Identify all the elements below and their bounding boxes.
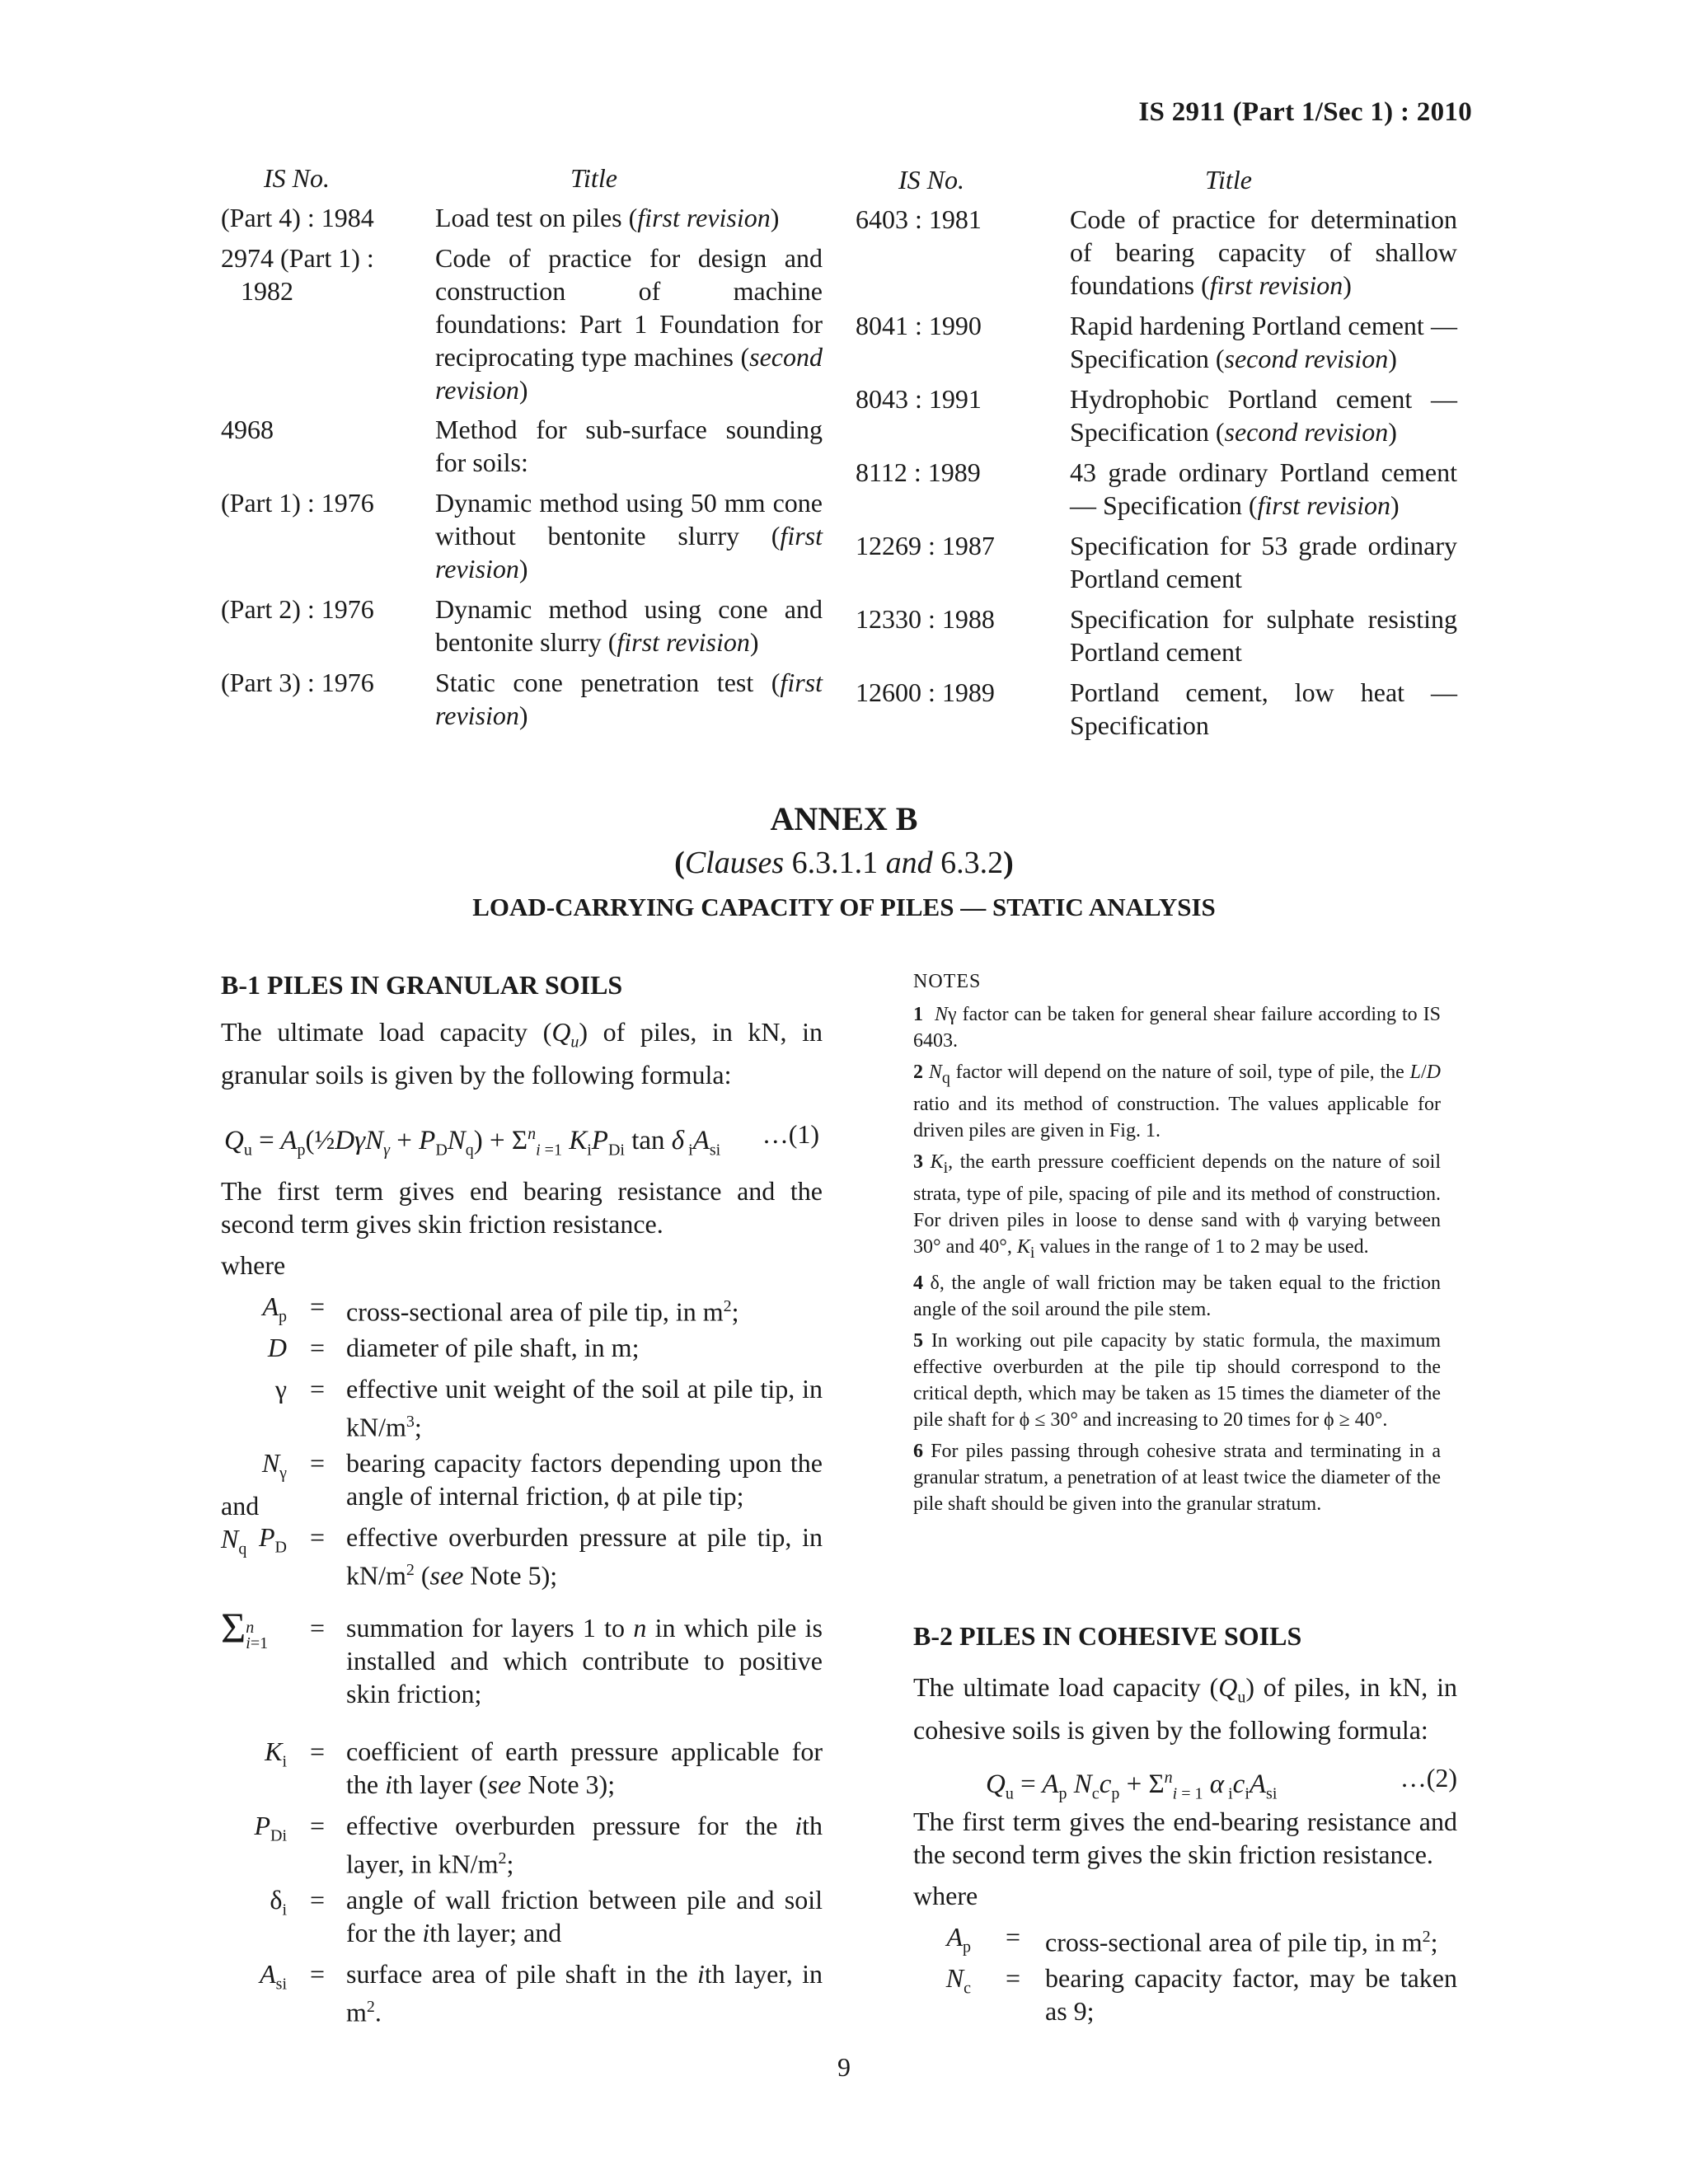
reference-title: Code of practice for determination of bearing capacity of shallow foundations (first revision)	[1070, 204, 1457, 300]
definition-symbol: $P_D$	[259, 1522, 287, 1557]
definition-equals: =	[310, 1291, 326, 1321]
definition-text: effective unit weight of the soil at pile tip, in $kN/m^3$;	[346, 1374, 823, 1442]
definition-symbol: $\delta_i$	[270, 1885, 287, 1919]
b2-formula-number: …(2)	[1400, 1763, 1457, 1793]
b2-formula: $Q_u = A_p$ $N_cc_p + \Sigma^n_{i = 1}$ α $_ic_iA_{si}$	[986, 1769, 1278, 1803]
definition-text: coefficient of earth pressure applicable for the ith layer (see Note 3);	[346, 1736, 823, 1799]
col-head-is-no: IS No.	[264, 163, 330, 193]
annex-subtitle: LOAD-CARRYING CAPACITY OF PILES — STATIC ANALYSIS	[472, 893, 1216, 921]
annex-clauses: (Clauses 6.3.1.1 and 6.3.2)	[674, 846, 1014, 880]
reference-title: Dynamic method using cone and bentonite slurry (first revision)	[435, 594, 823, 657]
col-head-title: Title	[1205, 165, 1252, 194]
reference-title: Method for sub-surface sounding for soils:	[435, 415, 823, 477]
definition-text: cross-sectional area of pile tip, in $m^2$;	[346, 1296, 739, 1327]
b2-after-formula: The first term gives the end-bearing resistance and the second term gives the skin friction resistance.	[913, 1807, 1457, 1869]
notes-heading: NOTES	[913, 971, 982, 992]
b1-after-formula: The first term gives end bearing resistance and the second term gives skin friction resistance.	[221, 1176, 823, 1239]
b1-formula-number: …(1)	[762, 1119, 819, 1149]
definition-text: bearing capacity factor, may be taken as 9;	[1045, 1963, 1457, 2026]
b1-heading: B-1 PILES IN GRANULAR SOILS	[221, 970, 623, 1000]
reference-number: 8041 : 1990	[856, 311, 982, 340]
clause-and: and	[885, 846, 933, 880]
reference-number: (Part 4) : 1984	[221, 203, 374, 232]
definition-symbol: $A_p$	[262, 1291, 287, 1326]
reference-number: 6403 : 1981	[856, 204, 982, 234]
definition-text: diameter of pile shaft, in m;	[346, 1333, 640, 1362]
definition-symbol: $N_c$	[945, 1963, 971, 1998]
definition-text: bearing capacity factors depending upon the angle of internal friction, ϕ at pile tip;	[346, 1448, 823, 1511]
reference-number: 12269 : 1987	[856, 531, 995, 560]
definition-symbol: $N_\gamma$ and $N_q$	[221, 1448, 287, 1558]
col-head-title: Title	[570, 163, 617, 193]
definition-symbol: γ	[274, 1374, 287, 1404]
definition-symbol: $\Sigma^n_{i=1}$	[221, 1605, 269, 1653]
definition-equals: =	[310, 1374, 326, 1404]
note-item: 1 Nγ factor can be taken for general shear failure according to IS 6403.	[913, 1004, 1441, 1052]
clauses-prefix: Clauses	[684, 846, 785, 880]
reference-number: 12600 : 1989	[856, 677, 995, 707]
reference-number: (Part 1) : 1976	[221, 488, 374, 518]
reference-title: Code of practice for design and construction of machine foundations: Part 1 Foundation for reciprocating type machines (second revision)	[435, 243, 823, 405]
definition-symbol: $K_i$	[265, 1736, 287, 1771]
definition-text: angle of wall friction between pile and soil for the ith layer; and	[346, 1885, 823, 1947]
definition-equals: =	[310, 1736, 326, 1766]
reference-title: Dynamic method using 50 mm cone without bentonite slurry (first revision)	[435, 488, 823, 583]
reference-title: Load test on piles (first revision)	[435, 203, 780, 232]
b2-heading: B-2 PILES IN COHESIVE SOILS	[913, 1621, 1302, 1651]
definition-text: effective overburden pressure for the ith layer, in $kN/m^2$;	[346, 1811, 823, 1879]
definition-text: surface area of pile shaft in the ith layer, in $m^2$.	[346, 1959, 823, 2027]
definition-symbol: D	[267, 1333, 287, 1362]
definition-equals: =	[310, 1522, 326, 1552]
reference-table-right	[856, 163, 1457, 757]
note-item: 4 δ, the angle of wall friction may be taken equal to the friction angle of the soil around the pile stem.	[913, 1272, 1441, 1321]
definition-text: summation for layers 1 to n in which pile is installed and which contribute to positive skin friction;	[346, 1613, 823, 1708]
reference-title: Portland cement, low heat — Specification	[1070, 677, 1457, 740]
definition-symbol: $A_{si}$	[260, 1959, 287, 1994]
b1-intro: The ultimate load capacity $(Q_u)$ of piles, in kN, in granular soils is given by the following formula:	[221, 1017, 823, 1090]
definition-text: effective overburden pressure at pile tip, in $kN/m^2$ (see Note 5);	[346, 1522, 823, 1591]
reference-number: 12330 : 1988	[856, 604, 995, 634]
b1-section	[221, 968, 823, 2027]
definition-equals: =	[1006, 1963, 1021, 1993]
reference-number: (Part 2) : 1976	[221, 594, 374, 624]
reference-number: 8112 : 1989	[856, 457, 981, 487]
reference-title: Static cone penetration test (first revision)	[435, 668, 823, 730]
b1-formula: $Q_u$ = $A_p(\frac{1}{2}D\gamma N_\gamma + P_DN_q) + \Sigma^n_{i =1}$ $K_iP_{Di}$ tan δ $_iA_{si}$	[224, 1125, 721, 1160]
reference-number: 2974 (Part 1) : 1982	[221, 243, 374, 306]
clause-2: 6.3.2	[940, 846, 1004, 880]
page-number: 9	[837, 2052, 851, 2082]
annex-title: ANNEX B	[770, 800, 918, 837]
reference-number: (Part 3) : 1976	[221, 668, 374, 697]
definition-equals: =	[310, 1959, 326, 1989]
reference-table-left	[221, 162, 823, 755]
definition-equals: =	[310, 1448, 326, 1478]
col-head-is-no: IS No.	[898, 165, 964, 194]
b1-where: where	[221, 1250, 286, 1280]
reference-title: Specification for sulphate resisting Portland cement	[1070, 604, 1457, 667]
definition-equals: =	[310, 1333, 326, 1362]
note-item: 2 $N_q$ factor will depend on the nature of soil, type of pile, the L/D ratio and its method of construction. The values applicable for driven piles are given in Fig. 1.	[913, 1062, 1442, 1141]
definition-symbol: $P_{Di}$	[254, 1811, 287, 1845]
note-item: 6 For piles passing through cohesive strata and terminating in a granular stratum, a penetration of at least twice the diameter of the pile shaft should be given into the granular stratum.	[913, 1441, 1441, 1516]
definition-symbol: $A_p$	[946, 1922, 971, 1957]
definition-text: cross-sectional area of pile tip, in $m^2$;	[1045, 1927, 1438, 1957]
reference-title: Rapid hardening Portland cement — Specification (second revision)	[1070, 311, 1457, 373]
b2-intro: The ultimate load capacity $(Q_u)$ of piles, in kN, in cohesive soils is given by the following formula:	[913, 1672, 1458, 1746]
clause-1: 6.3.1.1	[791, 846, 879, 880]
note-item: 5 In working out pile capacity by static formula, the maximum effective overburden at the pile tip should correspond to the critical depth, which may be taken as 15 times the diameter of the pile shaft for ϕ ≤ 30° and increasing to 20 times for ϕ ≥ 40°.	[913, 1330, 1441, 1432]
reference-number: 8043 : 1991	[856, 384, 982, 414]
definition-equals: =	[1006, 1922, 1021, 1952]
right-column	[913, 968, 1457, 2032]
definition-equals: =	[310, 1811, 326, 1840]
definition-equals: =	[310, 1613, 326, 1643]
reference-number: 4968	[221, 415, 274, 444]
reference-title: 43 grade ordinary Portland cement — Specification (first revision)	[1070, 457, 1457, 520]
reference-title: Hydrophobic Portland cement — Specification (second revision)	[1070, 384, 1457, 447]
reference-title: Specification for 53 grade ordinary Portland cement	[1070, 531, 1457, 593]
document-standard-header: IS 2911 (Part 1/Sec 1) : 2010	[1138, 97, 1472, 127]
note-item: 3 $K_i$, the earth pressure coefficient depends on the nature of soil strata, type of pile, spacing of pile and its method of construction. For driven piles in loose to dense sand with ϕ varying between 30° and 40°, $K_i$ values in the range of 1 to 2 may be used.	[913, 1151, 1442, 1262]
b2-where: where	[913, 1881, 978, 1910]
notes-block	[913, 968, 1441, 1517]
definition-equals: =	[310, 1885, 326, 1915]
